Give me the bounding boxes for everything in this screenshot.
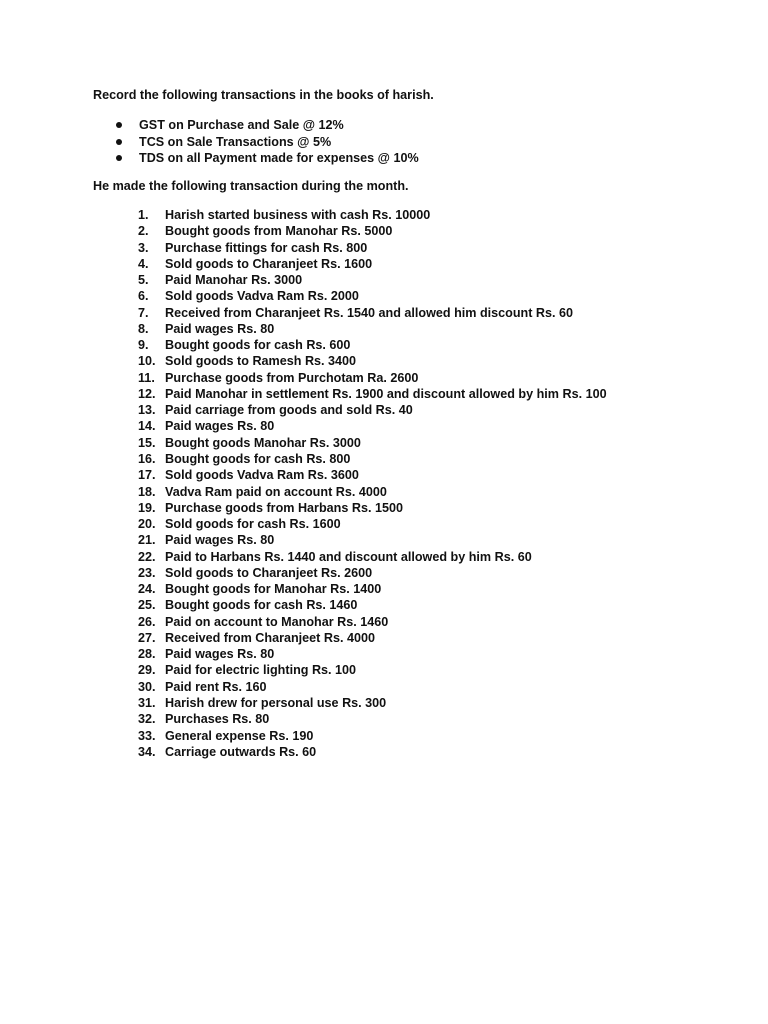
transaction-item xyxy=(138,223,607,239)
transaction-text: Paid wages Rs. 80 xyxy=(165,533,275,548)
transaction-number: 1. xyxy=(138,208,149,222)
transaction-number: 20. xyxy=(138,517,156,532)
transaction-item xyxy=(138,646,607,662)
transaction-item xyxy=(138,321,607,337)
transaction-text: Bought goods for cash Rs. 600 xyxy=(165,338,351,353)
transaction-text: Paid for electric lighting Rs. 100 xyxy=(165,663,357,678)
transaction-text: Paid wages Rs. 80 xyxy=(165,647,275,662)
transaction-text: Purchase goods from Harbans Rs. 1500 xyxy=(165,500,403,515)
transaction-number: 7. xyxy=(138,305,149,320)
transaction-text: Received from Charanjeet Rs. 4000 xyxy=(165,630,375,645)
transaction-item xyxy=(138,695,607,711)
transaction-text: Purchase goods from Purchotam Ra. 2600 xyxy=(165,370,419,385)
transaction-text: Sold goods to Charanjeet Rs. 2600 xyxy=(165,565,373,580)
transaction-number: 23. xyxy=(138,565,156,580)
transaction-item xyxy=(138,711,607,727)
condition-text: TDS on all Payment made for expenses @ 10% xyxy=(139,151,419,166)
transaction-number: 16. xyxy=(138,451,156,466)
transaction-item xyxy=(138,581,607,597)
condition-text: GST on Purchase and Sale @ 12% xyxy=(139,118,344,132)
transaction-item xyxy=(138,288,607,304)
transaction-text: Sold goods to Charanjeet Rs. 1600 xyxy=(165,256,373,271)
transaction-text: Paid to Harbans Rs. 1440 and discount allowed by him Rs. 60 xyxy=(165,549,532,564)
transaction-number: 33. xyxy=(138,728,156,743)
transaction-number: 3. xyxy=(138,240,149,255)
transaction-number: 19. xyxy=(138,500,156,515)
transaction-text: Bought goods for Manohar Rs. 1400 xyxy=(165,582,382,597)
transaction-item xyxy=(138,630,607,646)
transaction-text: Paid rent Rs. 160 xyxy=(165,679,267,694)
transaction-item xyxy=(138,662,607,678)
transaction-text: Paid wages Rs. 80 xyxy=(165,419,275,434)
transaction-number: 25. xyxy=(138,598,156,613)
transaction-number: 18. xyxy=(138,484,156,499)
transaction-item xyxy=(138,418,607,434)
transaction-item xyxy=(138,370,607,386)
transaction-item xyxy=(138,435,607,451)
transaction-item xyxy=(138,256,607,272)
transaction-text: Sold goods for cash Rs. 1600 xyxy=(165,517,341,532)
transaction-text: Carriage outwards Rs. 60 xyxy=(165,744,317,759)
transaction-item xyxy=(138,305,607,321)
transaction-text: Paid Manohar in settlement Rs. 1900 and discount allowed by him Rs. 100 xyxy=(165,386,607,401)
transaction-item xyxy=(138,728,607,744)
transactions-list xyxy=(138,207,607,760)
transaction-item xyxy=(138,744,607,760)
condition-item xyxy=(112,117,419,134)
transaction-number: 29. xyxy=(138,663,156,678)
transaction-item xyxy=(138,337,607,353)
transaction-text: Purchase fittings for cash Rs. 800 xyxy=(165,240,368,255)
transaction-text: General expense Rs. 190 xyxy=(165,728,314,743)
transaction-number: 5. xyxy=(138,273,149,288)
transaction-number: 6. xyxy=(138,289,149,304)
transaction-number: 28. xyxy=(138,647,156,662)
transaction-text: Vadva Ram paid on account Rs. 4000 xyxy=(165,484,387,499)
transaction-text: Received from Charanjeet Rs. 1540 and allowed him discount Rs. 60 xyxy=(165,305,574,320)
transaction-number: 21. xyxy=(138,533,156,548)
transaction-text: Paid wages Rs. 80 xyxy=(165,321,275,336)
conditions-list xyxy=(112,117,419,167)
transaction-item xyxy=(138,565,607,581)
transaction-text: Bought goods Manohar Rs. 3000 xyxy=(165,435,361,450)
intro-text: Record the following transactions in the books of harish. xyxy=(93,88,434,102)
transaction-number: 13. xyxy=(138,403,156,418)
transaction-item xyxy=(138,532,607,548)
transaction-item xyxy=(138,614,607,630)
transaction-item xyxy=(138,500,607,516)
transaction-item xyxy=(138,353,607,369)
transaction-number: 24. xyxy=(138,582,156,597)
transaction-item xyxy=(138,386,607,402)
transaction-item xyxy=(138,516,607,532)
transaction-text: Sold goods Vadva Ram Rs. 2000 xyxy=(165,289,359,304)
transaction-number: 14. xyxy=(138,419,156,434)
transaction-item xyxy=(138,597,607,613)
transaction-number: 22. xyxy=(138,549,156,564)
transaction-text: Bought goods from Manohar Rs. 5000 xyxy=(165,224,393,239)
transaction-number: 4. xyxy=(138,256,149,271)
transaction-number: 9. xyxy=(138,338,149,353)
transaction-number: 8. xyxy=(138,321,149,336)
transaction-number: 34. xyxy=(138,744,156,759)
transaction-text: Bought goods for cash Rs. 1460 xyxy=(165,598,358,613)
transaction-item xyxy=(138,467,607,483)
transaction-item xyxy=(138,451,607,467)
bullet-icon xyxy=(116,122,122,128)
transaction-text: Harish drew for personal use Rs. 300 xyxy=(165,695,387,710)
transaction-text: Purchases Rs. 80 xyxy=(165,712,270,727)
transaction-number: 12. xyxy=(138,386,156,401)
transaction-text: Paid Manohar Rs. 3000 xyxy=(165,273,303,288)
condition-item xyxy=(112,134,419,151)
lead-text: He made the following transaction during the month. xyxy=(93,179,409,193)
transaction-item xyxy=(138,272,607,288)
transaction-text: Paid on account to Manohar Rs. 1460 xyxy=(165,614,389,629)
transaction-item xyxy=(138,207,607,223)
bullet-icon xyxy=(116,155,122,161)
transaction-text: Harish started business with cash Rs. 10000 xyxy=(165,208,431,222)
transaction-item xyxy=(138,484,607,500)
transaction-item xyxy=(138,402,607,418)
transaction-number: 31. xyxy=(138,695,156,710)
transaction-text: Sold goods to Ramesh Rs. 3400 xyxy=(165,354,357,369)
transaction-number: 17. xyxy=(138,468,156,483)
transaction-number: 11. xyxy=(138,370,155,385)
transaction-item xyxy=(138,549,607,565)
transaction-item xyxy=(138,679,607,695)
transaction-text: Bought goods for cash Rs. 800 xyxy=(165,451,351,466)
condition-text: TCS on Sale Transactions @ 5% xyxy=(139,134,332,149)
transaction-number: 30. xyxy=(138,679,156,694)
condition-item xyxy=(112,150,419,167)
transaction-text: Sold goods Vadva Ram Rs. 3600 xyxy=(165,468,359,483)
transaction-number: 10. xyxy=(138,354,156,369)
transaction-number: 27. xyxy=(138,630,156,645)
transaction-number: 32. xyxy=(138,712,156,727)
transaction-text: Paid carriage from goods and sold Rs. 40 xyxy=(165,403,413,418)
transaction-number: 2. xyxy=(138,224,149,239)
transaction-item xyxy=(138,240,607,256)
transaction-number: 15. xyxy=(138,435,156,450)
bullet-icon xyxy=(116,139,122,145)
transaction-number: 26. xyxy=(138,614,156,629)
